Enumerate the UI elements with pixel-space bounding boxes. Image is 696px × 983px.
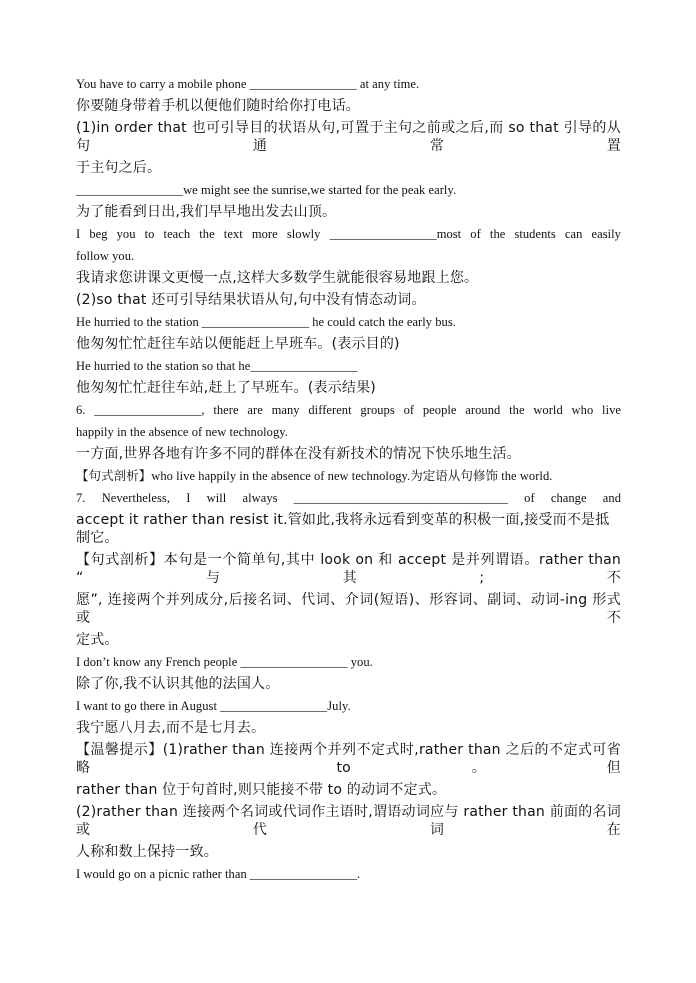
document-page bbox=[76, 75, 621, 881]
note-in-order-that: (1)in order that 也可引导目的状语从句,可置于主句之前或之后,而 so that 引导的从句通常置 bbox=[76, 120, 621, 154]
example-french-english: I don’t know any French people _________________ you. bbox=[76, 655, 373, 669]
example-picnic-english: I would go on a picnic rather than _________________. bbox=[76, 867, 361, 881]
analysis-7-end: 定式。 bbox=[76, 632, 119, 648]
question-6-english-cont: happily in the absence of new technology. bbox=[76, 425, 288, 439]
sentence-1-english: You have to carry a mobile phone _________________ at any time. bbox=[76, 77, 420, 91]
note-in-order-that-cont: 于主句之后。 bbox=[76, 160, 162, 176]
analysis-7: 【句式剖析】本句是一个简单句,其中 look on 和 accept 是并列谓语。rather than “与其;不 bbox=[76, 552, 621, 586]
tip-1: 【温馨提示】(1)rather than 连接两个并列不定式时,rather than 之后的不定式可省略 to。但 bbox=[76, 742, 621, 776]
tip-2: (2)rather than 连接两个名词或代词作主语时,谓语动词应与 rather than 前面的名词或代词在 bbox=[76, 804, 621, 838]
analysis-7-cont: 愿”, 连接两个并列成分,后接名词、代词、介词(短语)、形容词、副词、动词-ing 形式或不 bbox=[76, 592, 621, 626]
example-station-purpose-english: He hurried to the station _________________ he could catch the early bus. bbox=[76, 315, 456, 329]
question-7-english-cont: accept it rather than resist it.管如此,我将永远看到变革的积极一面,接受而不是抵制它。 bbox=[76, 512, 610, 546]
example-august-english: I want to go there in August _________________July. bbox=[76, 699, 351, 713]
example-sunrise-english: _________________we might see the sunrise,we started for the peak early. bbox=[76, 183, 457, 197]
example-teach-english: I beg you to teach the text more slowly _________________most of the students can easily bbox=[76, 227, 621, 241]
example-august-chinese: 我宁愿八月去,而不是七月去。 bbox=[76, 720, 266, 736]
question-6-chinese: 一方面,世界各地有许多不同的群体在没有新技术的情况下快乐地生活。 bbox=[76, 446, 521, 462]
example-station-result-chinese: 他匆匆忙忙赶往车站,赶上了早班车。(表示结果) bbox=[76, 380, 376, 396]
tip-1-cont: rather than 位于句首时,则只能接不带 to 的动词不定式。 bbox=[76, 782, 447, 798]
example-station-purpose-chinese: 他匆匆忙忙赶往车站以便能赶上早班车。(表示目的) bbox=[76, 336, 400, 352]
question-6-english: 6. _________________, there are many different groups of people around the world who live bbox=[76, 403, 621, 417]
example-french-chinese: 除了你,我不认识其他的法国人。 bbox=[76, 676, 280, 692]
sentence-1-chinese: 你要随身带着手机以便他们随时给你打电话。 bbox=[76, 98, 360, 114]
analysis-6: 【句式剖析】who live happily in the absence of new technology.为定语从句修饰 the world. bbox=[76, 469, 553, 483]
example-teach-english-cont: follow you. bbox=[76, 249, 135, 263]
tip-2-cont: 人称和数上保持一致。 bbox=[76, 844, 218, 860]
note-so-that-result: (2)so that 还可引导结果状语从句,句中没有情态动词。 bbox=[76, 292, 426, 308]
example-station-result-english: He hurried to the station so that he_________________ bbox=[76, 359, 358, 373]
example-teach-chinese: 我请求您讲课文更慢一点,这样大多数学生就能很容易地跟上您。 bbox=[76, 270, 479, 286]
example-sunrise-chinese: 为了能看到日出,我们早早地出发去山顶。 bbox=[76, 204, 337, 220]
question-7-english: 7. Nevertheless, I will always __________________________________ of change and bbox=[76, 491, 621, 505]
